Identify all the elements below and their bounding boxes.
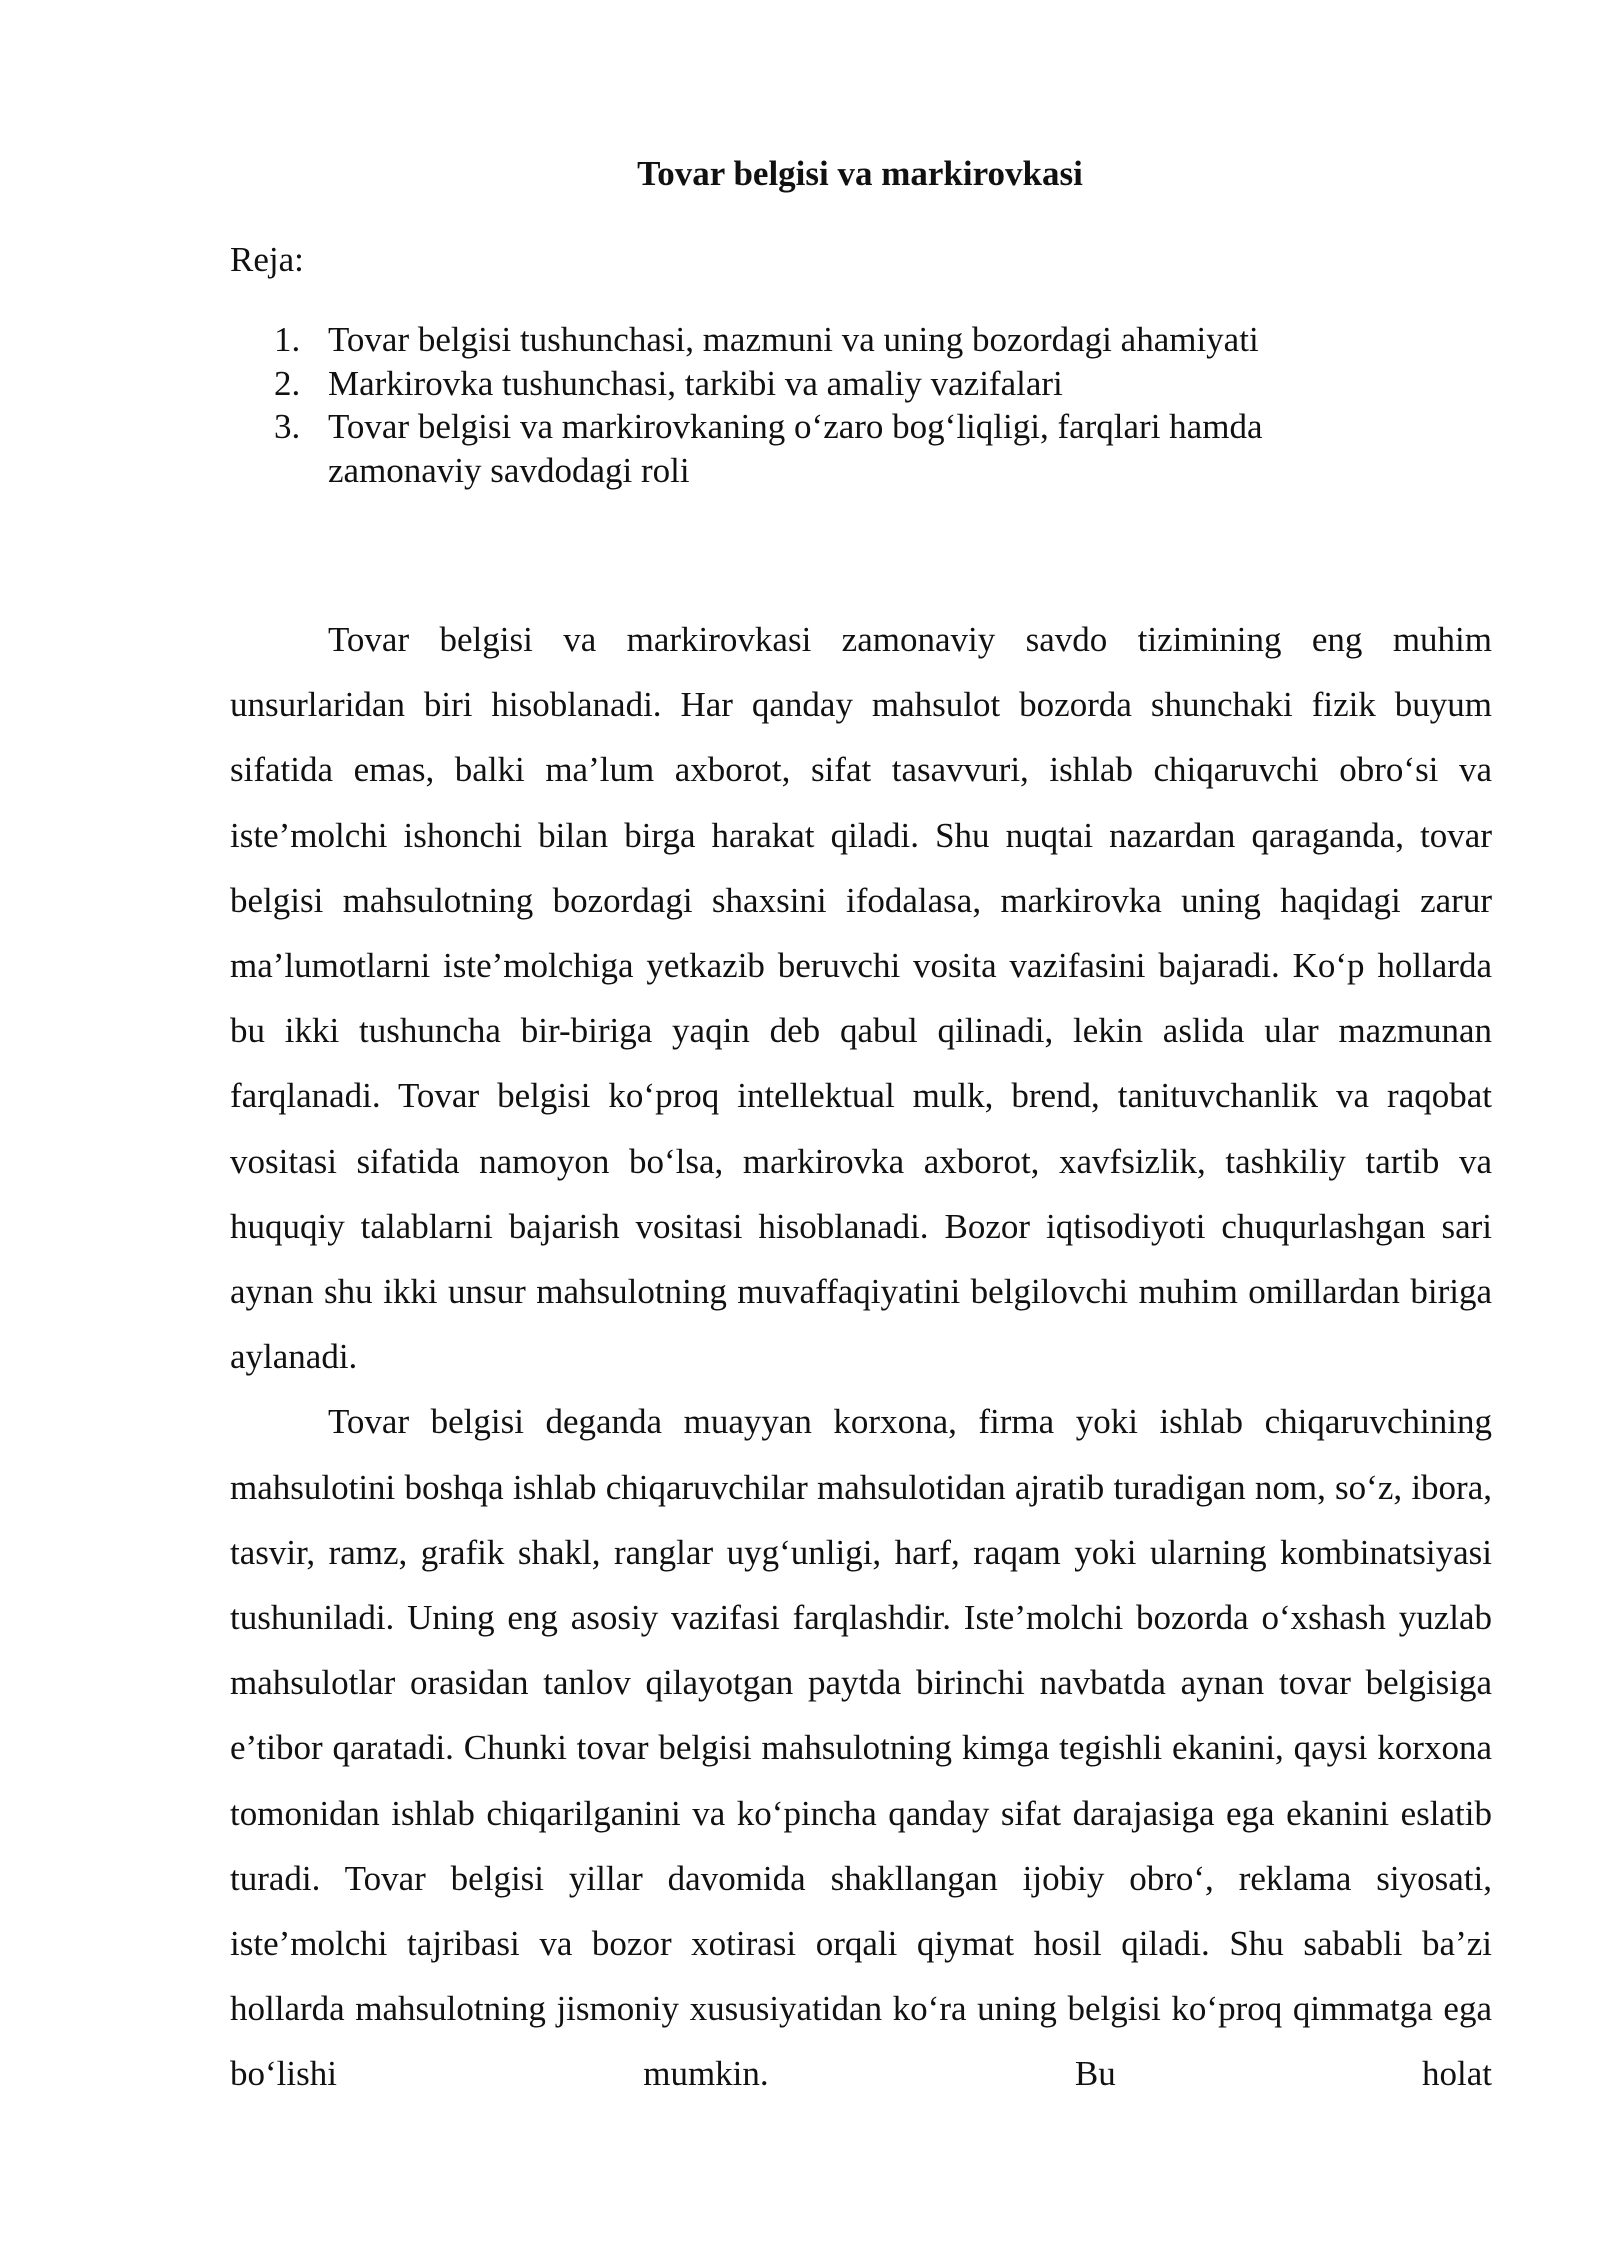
plan-item-text: Markirovka tushunchasi, tarkibi va amaliy vazifalari [328, 363, 1063, 403]
document-title: Tovar belgisi va markirovkasi [637, 154, 1083, 193]
plan-item-text: Tovar belgisi tushunchasi, mazmuni va uning bozordagi ahamiyati [328, 320, 1259, 359]
plan-item [230, 362, 1340, 406]
plan-item-number: 2. [274, 363, 301, 403]
body-text [230, 607, 1492, 2107]
plan-list [230, 318, 1340, 492]
plan-item-number: 3. [274, 407, 301, 446]
plan-item [230, 318, 1340, 362]
plan-item-text: Tovar belgisi va markirovkaning o‘zaro bog‘liqligi, farqlari hamda zamonaviy savdodagi roli [328, 407, 1263, 490]
plan-label: Reja: [230, 240, 304, 279]
paragraph: Tovar belgisi deganda muayyan korxona, firma yoki ishlab chiqaruvchining mahsulotini boshqa ishlab chiqaruvchilar mahsulotidan ajratib turadigan nom, so‘z, ibora, tasvir, ramz, grafik shakl, ranglar uyg‘unligi, harf, raqam yoki ularning kombinatsiyasi tushuniladi. Uning eng asosiy vazifasi farqlashdir. Iste’molchi bozorda o‘xshash yuzlab mahsulotlar orasidan tanlov qilayotgan paytda birinchi navbatda aynan tovar belgisiga e’tibor qaratadi. Chunki tovar belgisi mahsulotning kimga tegishli ekanini, qaysi korxona tomonidan ishlab chiqarilganini va ko‘pincha qanday sifat darajasiga ega ekanini eslatib turadi. Tovar belgisi yillar davomida shakllangan ijobiy obro‘, reklama siyosati, iste’molchi tajribasi va bozor xotirasi orqali qiymat hosil qiladi. Shu sababli ba’zi hollarda mahsulotning jismoniy xususiyatidan ko‘ra uning belgisi ko‘proq qimmatga ega bo‘lishi mumkin. Bu holat [230, 1402, 1492, 2094]
plan-item [230, 405, 1340, 492]
plan-item-number: 1. [274, 320, 301, 359]
paragraph: Tovar belgisi va markirovkasi zamonaviy savdo tizimining eng muhim unsurlaridan biri hisoblanadi. Har qanday mahsulot bozorda shunchaki fizik buyum sifatida emas, balki ma’lum axborot, sifat tasavvuri, ishlab chiqaruvchi obro‘si va iste’molchi ishonchi bilan birga harakat qiladi. Shu nuqtai nazardan qaraganda, tovar belgisi mahsulotning bozordagi shaxsini ifodalasa, markirovka uning haqidagi zarur ma’lumotlarni iste’molchiga yetkazib beruvchi vosita vazifasini bajaradi. Ko‘p hollarda bu ikki tushuncha bir-biriga yaqin deb qabul qilinadi, lekin aslida ular mazmunan farqlanadi. Tovar belgisi ko‘proq intellektual mulk, brend, tanituvchanlik va raqobat vositasi sifatida namoyon bo‘lsa, markirovka axborot, xavfsizlik, tashkiliy tartib va huquqiy talablarni bajarish vositasi hisoblanadi. Bozor iqtisodiyoti chuqurlashgan sari aynan shu ikki unsur mahsulotning muvaffaqiyatini belgilovchi muhim omillardan biriga aylanadi. [230, 620, 1492, 1377]
